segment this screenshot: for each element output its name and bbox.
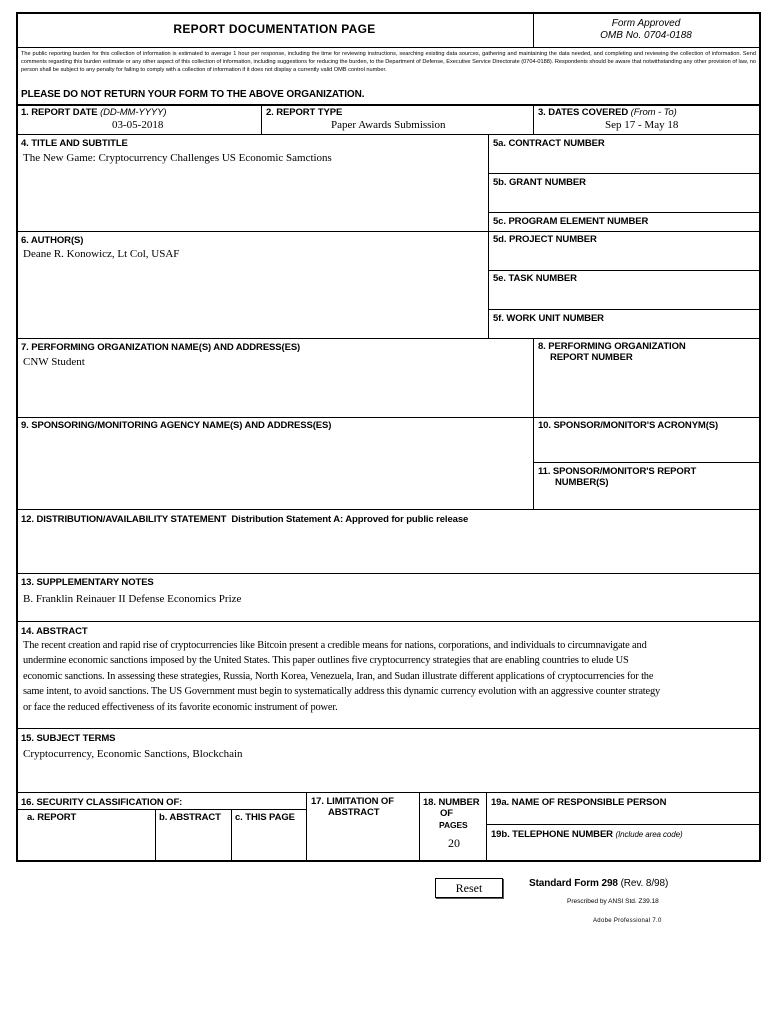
work-unit-label: 5f. WORK UNIT NUMBER — [493, 313, 604, 324]
responsible-person-field[interactable] — [488, 809, 758, 823]
burden-notice: The public reporting burden for this collection of information is estimated to average 1 hour per response, including the time for reviewing instructions, searching existing data sources, gathering and maintaining the data needed, and completing and reviewing the collection of information. Send comments regarding this burden estimate or any other aspect of this collection of information, including suggestions for reducing the burden, to the Department of Defense, Executive Service Directorate (0704-0188). Respondents should be aware that notwithstanding any other provision of law, no person shall be subject to any penalty for failing to comply with a collection of information if it does not display a currently valid OMB control number. — [21, 51, 756, 74]
classification-abstract-label: b. ABSTRACT — [159, 812, 221, 823]
limitation-label: 17. LIMITATION OF — [311, 796, 394, 807]
number-of-pages-label: 18. NUMBER — [423, 797, 480, 808]
telephone-label: 19b. TELEPHONE NUMBER (Include area code) — [491, 829, 683, 840]
sponsor-acronym-field[interactable] — [536, 433, 758, 460]
report-date-field[interactable]: 03-05-2018 — [112, 119, 164, 131]
title-label: 4. TITLE AND SUBTITLE — [21, 138, 128, 149]
task-number-label: 5e. TASK NUMBER — [493, 273, 577, 284]
performing-report-label-2: REPORT NUMBER — [550, 352, 633, 363]
contract-number-label: 5a. CONTRACT NUMBER — [493, 138, 605, 149]
distribution-label: 12. DISTRIBUTION/AVAILABILITY STATEMENT Distribution Statement A: Approved for public release — [21, 514, 469, 525]
performing-org-field[interactable]: CNW Student — [23, 356, 85, 368]
grant-number-field[interactable] — [490, 189, 758, 211]
classification-report-field[interactable] — [18, 826, 154, 859]
dates-covered-field[interactable]: Sep 17 - May 18 — [605, 119, 679, 131]
form-approved-label: Form Approved — [611, 18, 681, 29]
report-type-label: 2. REPORT TYPE — [266, 107, 343, 118]
classification-abstract-field[interactable] — [157, 826, 230, 859]
performing-report-field[interactable] — [536, 366, 758, 414]
prescribed-text: Prescribed by ANSI Std. Z39.18 — [567, 898, 659, 905]
abstract-line: or face the reduced effectiveness of its favorite economic instrument of power. — [23, 701, 338, 713]
title-field[interactable]: The New Game: Cryptocurrency Challenges US Economic Samctions — [23, 152, 332, 164]
performing-org-label: 7. PERFORMING ORGANIZATION NAME(S) AND ADDRESS(ES) — [21, 342, 301, 353]
omb-number: OMB No. 0704-0188 — [600, 30, 692, 41]
abstract-line: undermine economic sanctions imposed by the United States. This paper outlines five cryptocurrency strategies that are enabling countries to elude US — [23, 655, 629, 667]
do-not-return-notice: PLEASE DO NOT RETURN YOUR FORM TO THE ABOVE ORGANIZATION. — [21, 89, 365, 100]
project-number-field[interactable] — [490, 246, 758, 268]
authors-label: 6. AUTHOR(S) — [21, 235, 84, 246]
dates-covered-label: 3. DATES COVERED (From - To) — [538, 107, 677, 118]
contract-number-field[interactable] — [490, 150, 758, 172]
abstract-line: same intent, to avoid sanctions. The US Government must begin to systematically address this dynamic currency evolution with an aggressive counter strategy — [23, 686, 661, 698]
task-number-field[interactable] — [490, 285, 758, 307]
number-of-pages-label-3: PAGES — [439, 820, 468, 830]
number-of-pages-field[interactable]: 20 — [448, 836, 460, 850]
subject-terms-label: 15. SUBJECT TERMS — [21, 733, 116, 744]
form-title: REPORT DOCUMENTATION PAGE — [173, 22, 376, 36]
software-text: Adobe Professional 7.0 — [593, 918, 662, 924]
limitation-label-2: ABSTRACT — [328, 807, 380, 818]
limitation-field[interactable] — [308, 822, 418, 859]
project-number-label: 5d. PROJECT NUMBER — [493, 234, 597, 245]
telephone-field[interactable] — [488, 842, 758, 859]
sponsor-acronym-label: 10. SPONSOR/MONITOR'S ACRONYM(S) — [538, 420, 719, 431]
classification-this-page-field[interactable] — [233, 826, 305, 859]
abstract-line: The recent creation and rapid rise of cryptocurrencies like Bitcoin present a credible means for nations, corporations, and individuals to circumnavigate and — [23, 640, 647, 651]
program-element-label: 5c. PROGRAM ELEMENT NUMBER — [493, 216, 649, 227]
standard-form-label: Standard Form 298 (Rev. 8/98) — [529, 878, 669, 889]
security-classification-label: 16. SECURITY CLASSIFICATION OF: — [21, 797, 183, 808]
authors-field[interactable]: Deane R. Konowicz, Lt Col, USAF — [23, 248, 180, 260]
abstract-line: economic sanctions. In assessing these strategies, Russia, North Korea, Venezuela, Iran, and Sudan illustrate different applications of cryptocurrencies for the — [23, 670, 654, 682]
grant-number-label: 5b. GRANT NUMBER — [493, 177, 586, 188]
supplementary-field[interactable]: B. Franklin Reinauer II Defense Economics Prize — [23, 593, 242, 605]
abstract-label: 14. ABSTRACT — [21, 626, 88, 637]
number-of-pages-label-2: OF — [440, 808, 453, 819]
classification-report-label: a. REPORT — [27, 812, 77, 823]
reset-button[interactable]: Reset — [435, 878, 503, 898]
abstract-field[interactable] — [23, 638, 757, 715]
report-type-field[interactable]: Paper Awards Submission — [331, 119, 446, 131]
sponsoring-field[interactable] — [20, 433, 530, 505]
performing-report-label: 8. PERFORMING ORGANIZATION — [538, 341, 686, 352]
distribution-field[interactable]: Distribution Statement A: Approved for public release — [231, 514, 469, 525]
sponsoring-label: 9. SPONSORING/MONITORING AGENCY NAME(S) AND ADDRESS(ES) — [21, 420, 332, 431]
supplementary-label: 13. SUPPLEMENTARY NOTES — [21, 577, 154, 588]
subject-terms-field[interactable]: Cryptocurrency, Economic Sanctions, Blockchain — [23, 748, 243, 760]
sponsor-report-label-2: NUMBER(S) — [555, 477, 609, 488]
responsible-person-label: 19a. NAME OF RESPONSIBLE PERSON — [491, 797, 667, 808]
sponsor-report-label: 11. SPONSOR/MONITOR'S REPORT — [538, 466, 697, 477]
classification-this-page-label: c. THIS PAGE — [235, 812, 295, 823]
report-date-label: 1. REPORT DATE (DD-MM-YYYY) — [21, 107, 167, 118]
